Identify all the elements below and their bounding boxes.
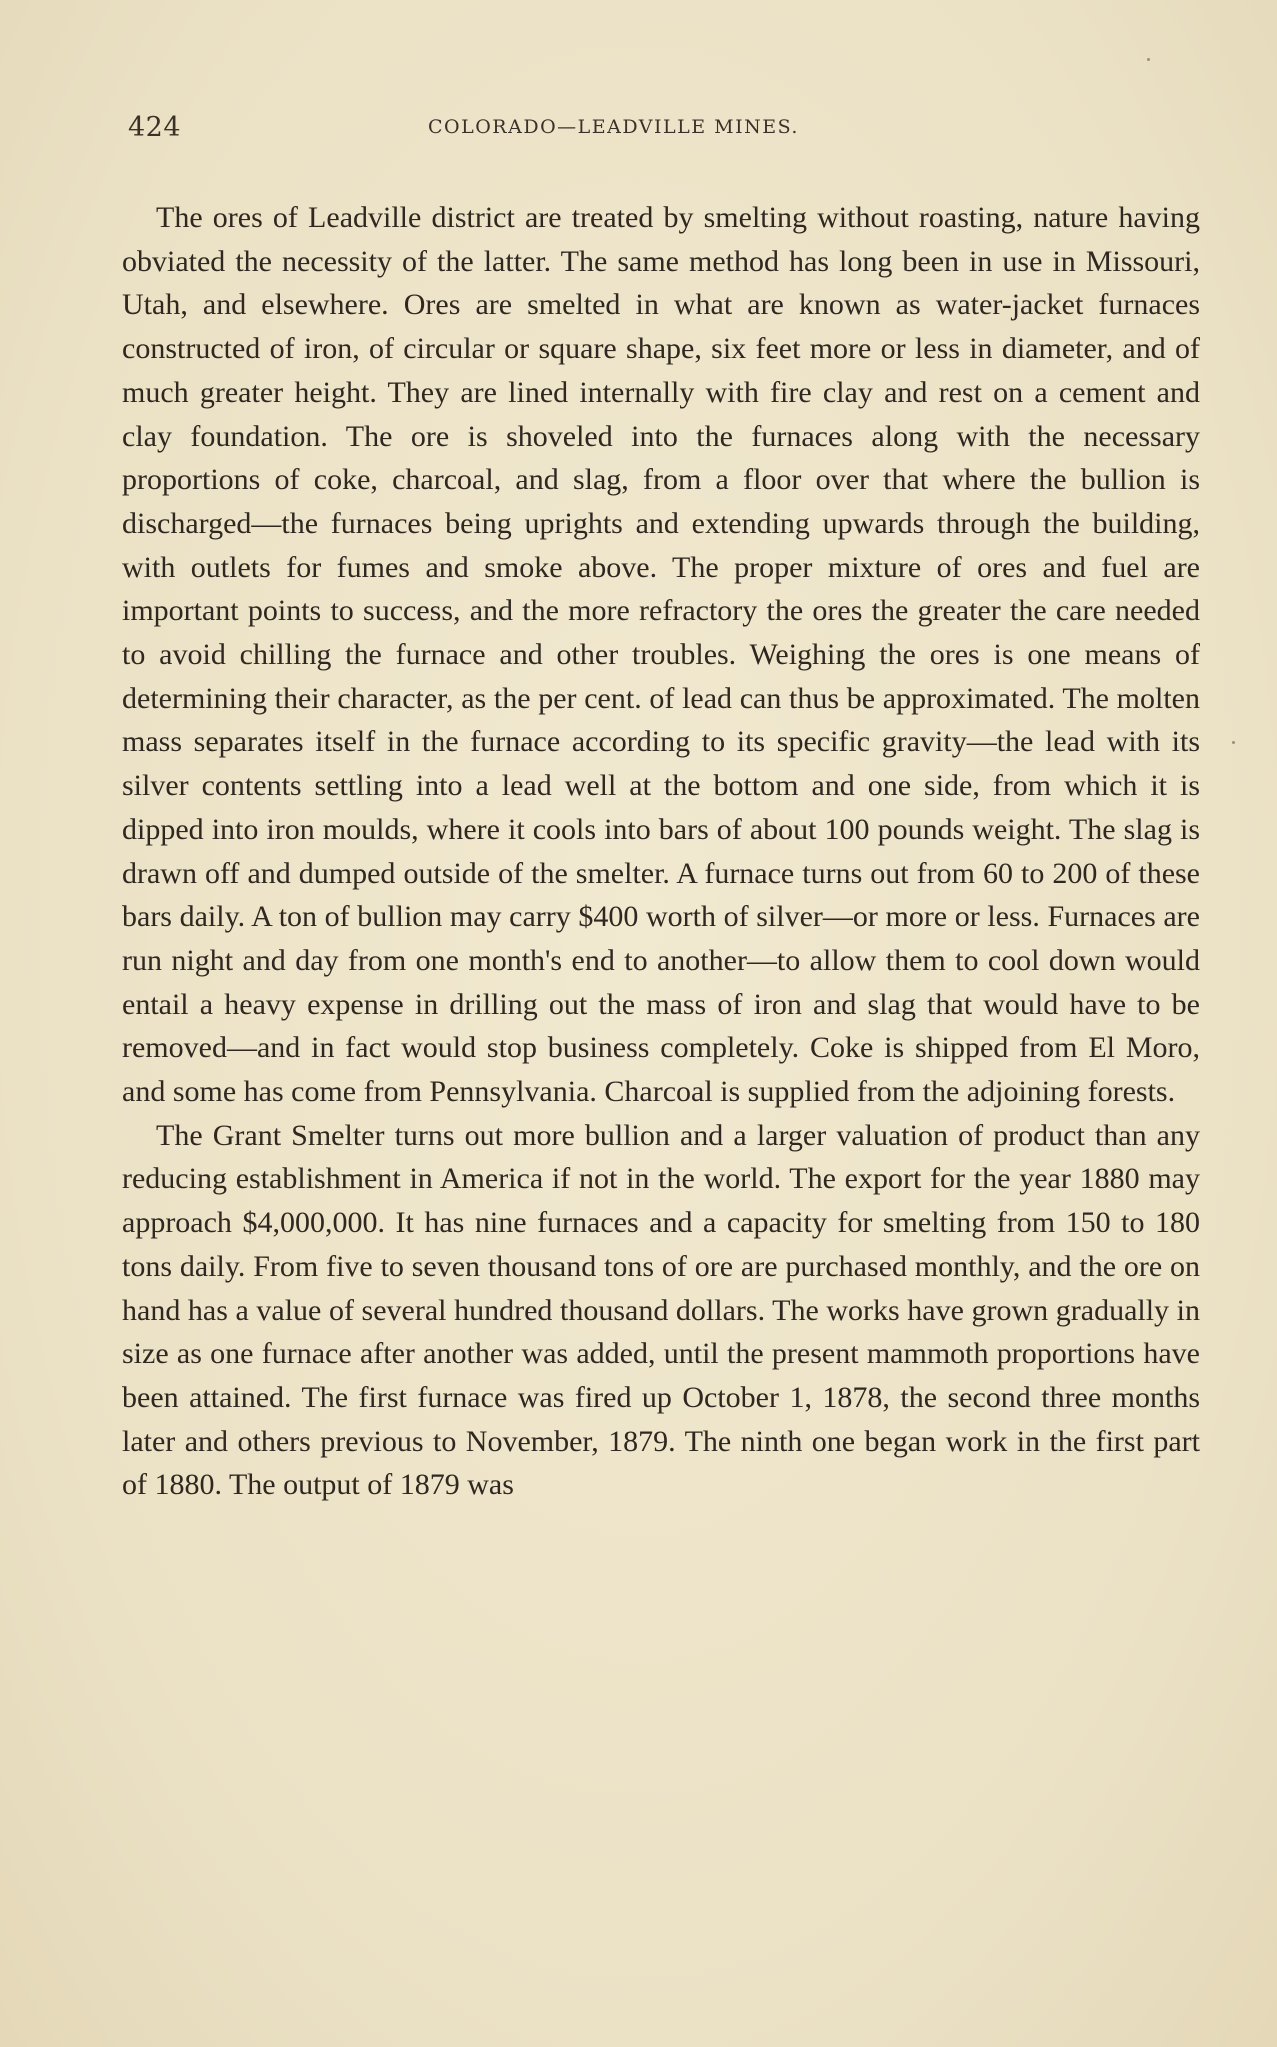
paper-speck bbox=[1232, 741, 1235, 744]
page-number: 424 bbox=[128, 112, 182, 143]
paragraph: The ores of Leadville district are treated by smelting without roasting, nature having obviated the necessity of the latter. The same method has long been in use in Missouri, Utah, and elsewhere. Ores are smelted in what are known as water-jacket furnaces constructed of iron, of circular or square shape, six feet more or less in diameter, and of much greater height. They are lined internally with fire clay and rest on a cement and clay foundation. The ore is shoveled into the furnaces along with the necessary proportions of coke, charcoal, and slag, from a floor over that where the bullion is discharged—the furnaces being uprights and extending upwards through the building, with outlets for fumes and smoke above. The proper mixture of ores and fuel are important points to success, and the more refractory the ores the greater the care needed to avoid chilling the furnace and other troubles. Weighing the ores is one means of determining their character, as the per cent. of lead can thus be approximated. The molten mass separates itself in the furnace according to its specific gravity—the lead with its silver contents settling into a lead well at the bottom and one side, from which it is dipped into iron moulds, where it cools into bars of about 100 pounds weight. The slag is drawn off and dumped outside of the smelter. A furnace turns out from 60 to 200 of these bars daily. A ton of bullion may carry $400 worth of silver—or more or less. Furnaces are run night and day from one month's end to another—to allow them to cool down would entail a heavy expense in drilling out the mass of iron and slag that would have to be removed—and in fact would stop business completely. Coke is shipped from El Moro, and some has come from Pennsylvania. Charcoal is supplied from the adjoining forests. bbox=[122, 201, 1200, 1109]
paper-speck bbox=[1147, 58, 1150, 61]
running-title: COLORADO—LEADVILLE MINES. bbox=[428, 116, 799, 138]
page-header bbox=[128, 112, 1188, 146]
body-text bbox=[122, 196, 1200, 1507]
paragraph: The Grant Smelter turns out more bullion and a larger valuation of product than any reducing establishment in America if not in the world. The export for the year 1880 may approach $4,000,000. It has nine furnaces and a capacity for smelting from 150 to 180 tons daily. From five to seven thousand tons of ore are purchased monthly, and the ore on hand has a value of several hundred thousand dollars. The works have grown gradually in size as one furnace after another was added, until the present mammoth proportions have been attained. The first furnace was fired up October 1, 1878, the second three months later and others previous to November, 1879. The ninth one began work in the first part of 1880. The output of 1879 was bbox=[122, 1118, 1200, 1502]
